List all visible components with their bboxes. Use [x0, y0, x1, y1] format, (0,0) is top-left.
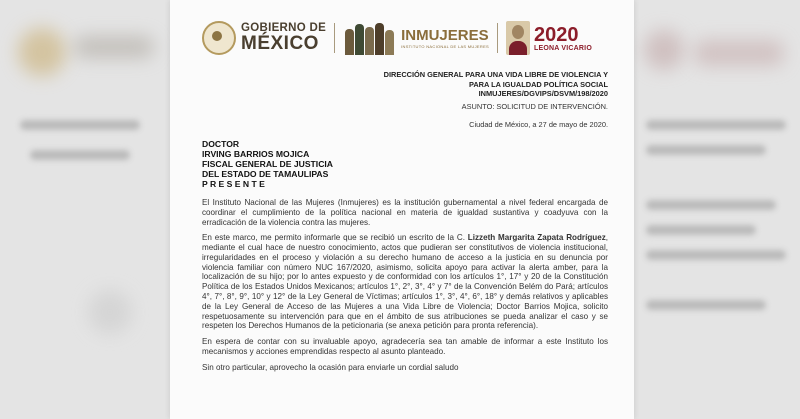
addressee-line5: P R E S E N T E	[202, 179, 265, 190]
leona-vicario-portrait-icon	[506, 21, 530, 55]
blurred-background-right	[634, 0, 800, 419]
inmujeres-logo	[401, 28, 489, 49]
inmujeres-subtitle: INSTITUTO NACIONAL DE LAS MUJERES	[401, 43, 490, 49]
letterhead	[202, 18, 612, 58]
paragraph-1: El Instituto Nacional de las Mujeres (Inmujeres) es la institución gubernamental a nivel federal encargada de coordinar el cumplimiento de la política nacional en materia de igualdad sustantiva y coadyuva con la erradicación de la violencia contra las mujeres.	[202, 198, 608, 227]
paragraph-4: Sin otro particular, aprovecho la ocasión para enviarle un cordial saludo	[202, 362, 459, 372]
logo-divider-2	[497, 23, 498, 53]
reference-number: INMUJERES/DGVIPS/DSVM/198/2020	[478, 89, 608, 99]
gobierno-line1: GOBIERNO DE	[241, 21, 327, 34]
addressee-line2: IRVING BARRIOS MOJICA	[202, 149, 310, 160]
gobierno-line2: MÉXICO	[241, 33, 319, 55]
paragraph-2-intro: En este marco, me permito informarle que se recibió un escrito de la C.	[202, 233, 468, 243]
letter-page	[170, 0, 634, 419]
blurred-background-left	[0, 0, 170, 419]
paragraph-2	[202, 233, 608, 331]
addressee-line3: FISCAL GENERAL DE JUSTICIA	[202, 159, 333, 170]
women-illustration-icon	[343, 21, 397, 55]
paragraph-2-text: , mediante el cual hace de nuestro conocimiento, actos que pudieran ser constitutivos de violencia institucional, irregularidades en el proceso y violación a su derecho humano de acceso a la justicia en su denuncia por violencia familiar con número NUC 167/2020, asimismo, solicita apoyo para activar la alerta amber, para la localización de su hijo; por lo antes expuesto y de conformidad con los artículos 1°, 17° y 20 de la Constitución Política de los Estados Unidos Mexicanos; artículos 1°, 2°, 3°, 4° y 7° de la Convención Belém do Pará; artículos 4°, 7°, 8°, 9°, 10° y 12° de la Ley General de Víctimas; artículos 1°, 3°, 4°, 6°, 18° y demás relativos y aplicables de la Ley General de Acceso de las Mujeres a una Vida Libre de Violencia; Doctor Barrios Mojica, solicito respetuosamente su intervención para que en el ámbito de sus atribuciones se pueda analizar el caso y se respeten los Derechos Humanos de la peticionaria (se anexa petición para pronta referencia).	[202, 233, 609, 331]
letter-body	[202, 198, 608, 379]
direccion-general-block	[348, 70, 608, 99]
year-2020-logo	[534, 25, 592, 52]
direccion-line2: PARA LA IGUALDAD POLÍTICA SOCIAL	[468, 79, 608, 89]
direccion-line1: DIRECCIÓN GENERAL PARA UNA VIDA LIBRE DE VIOLENCIA Y	[383, 70, 608, 79]
addressee-block	[202, 139, 333, 189]
mexico-seal-icon	[202, 21, 236, 55]
year-number: 2020	[534, 23, 579, 46]
addressee-line1: DOCTOR	[202, 139, 240, 149]
addressee-line4: DEL ESTADO DE TAMAULIPAS	[202, 169, 329, 180]
year-subtitle: LEONA VICARIO	[534, 44, 592, 52]
gobierno-de-mexico-logo	[241, 23, 326, 54]
subject-line: ASUNTO: SOLICITUD DE INTERVENCIÓN.	[461, 102, 608, 111]
logo-divider	[334, 23, 335, 53]
inmujeres-name: INMUJERES	[401, 26, 489, 44]
place-date: Ciudad de México, a 27 de mayo de 2020.	[469, 120, 608, 129]
paragraph-3: En espera de contar con su invaluable apoyo, agradecería sea tan amable de informar a este Instituto los mecanismos y acciones emprendidas respecto al asunto planteado.	[202, 337, 608, 356]
petitioner-name: Lizzeth Margarita Zapata Rodríguez	[467, 233, 606, 243]
